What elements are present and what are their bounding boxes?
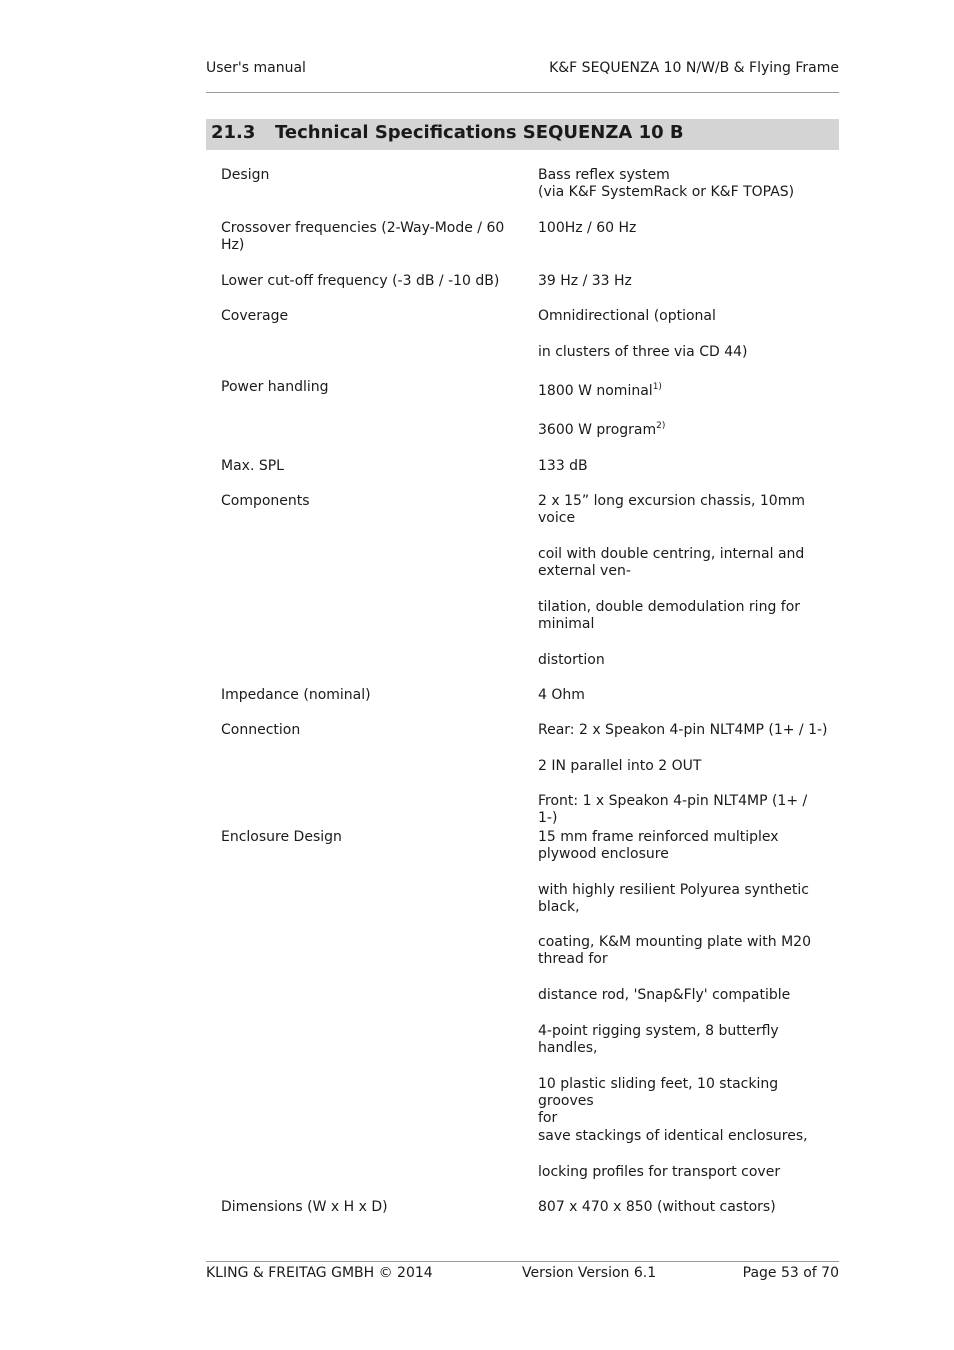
spec-label-power: Power handling: [221, 379, 329, 395]
spec-value-line: with highly resilient Polyurea synthetic: [538, 882, 809, 898]
spec-value-enclosure-6: [538, 1076, 830, 1127]
spec-label-design: Design: [221, 167, 270, 183]
header-left: User's manual: [206, 60, 306, 76]
spec-label-coverage: Coverage: [221, 308, 289, 324]
spec-value-line: (via K&F SystemRack or K&F TOPAS): [538, 184, 795, 200]
spec-value-line: 4-point rigging system, 8 butterfly: [538, 1023, 779, 1039]
spec-value-connection-1: Rear: 2 x Speakon 4-pin NLT4MP (1+ / 1-): [538, 722, 828, 738]
spec-value-enclosure-1: [538, 829, 830, 863]
footer-copyright: KLING & FREITAG GMBH © 2014: [206, 1265, 433, 1281]
spec-value-impedance: 4 Ohm: [538, 687, 585, 703]
spec-value-line: for: [538, 1110, 558, 1126]
spec-value-components-2: [538, 546, 830, 580]
spec-label-line: Crossover frequencies (2-Way-Mode / 60: [221, 220, 505, 236]
spec-label-connection: Connection: [221, 722, 301, 738]
spec-value-line: 15 mm frame reinforced multiplex: [538, 829, 779, 845]
spec-label-cutoff: Lower cut-off frequency (-3 dB / -10 dB): [221, 273, 500, 289]
spec-label-line: Hz): [221, 237, 245, 253]
spec-label-spl: Max. SPL: [221, 458, 284, 474]
spec-label-enclosure: Enclosure Design: [221, 829, 342, 845]
spec-value-line: external ven-: [538, 563, 631, 579]
spec-value-line: voice: [538, 510, 576, 526]
spec-value-power-program: [538, 422, 830, 439]
spec-value-power-nominal: [538, 383, 830, 400]
spec-label-crossover: [221, 220, 511, 254]
spec-value-dimensions: 807 x 470 x 850 (without castors): [538, 1199, 776, 1215]
page-header: [206, 60, 839, 80]
spec-value-line: minimal: [538, 616, 595, 632]
section-heading: [206, 119, 839, 150]
spec-value-enclosure-2: [538, 882, 830, 916]
spec-value-coverage-1: Omnidirectional (optional: [538, 308, 716, 324]
footnote-marker: 1): [652, 382, 662, 392]
spec-value-components-1: [538, 493, 830, 527]
spec-value-line: plywood enclosure: [538, 846, 669, 862]
spec-value-line: handles,: [538, 1040, 598, 1056]
spec-value-crossover: 100Hz / 60 Hz: [538, 220, 637, 236]
spec-label-components: Components: [221, 493, 310, 509]
footer-page-number: Page 53 of 70: [742, 1265, 839, 1281]
spec-label-impedance: Impedance (nominal): [221, 687, 371, 703]
spec-value-line: tilation, double demodulation ring for: [538, 599, 801, 615]
spec-value-enclosure-5: [538, 1023, 830, 1057]
header-divider: [206, 92, 839, 93]
spec-label-dimensions: Dimensions (W x H x D): [221, 1199, 388, 1215]
footer-divider: [206, 1261, 839, 1262]
spec-value-spl: 133 dB: [538, 458, 588, 474]
spec-value-enclosure-7: save stackings of identical enclosures,: [538, 1128, 808, 1144]
spec-value-line: 10 plastic sliding feet, 10 stacking grooves: [538, 1076, 779, 1109]
power-program-text: 3600 W program: [538, 422, 657, 438]
spec-value-line: coil with double centring, internal and: [538, 546, 805, 562]
spec-value-enclosure-4: distance rod, 'Snap&Fly' compatible: [538, 987, 791, 1003]
spec-value-line: thread for: [538, 951, 608, 967]
spec-value-line: Bass reflex system: [538, 167, 670, 183]
section-title: Technical Specifications SEQUENZA 10 B: [275, 122, 684, 143]
spec-value-enclosure-3: [538, 934, 830, 968]
spec-value-design: [538, 167, 830, 201]
spec-value-cutoff: 39 Hz / 33 Hz: [538, 273, 632, 289]
spec-value-components-3: [538, 599, 830, 633]
spec-value-line: coating, K&M mounting plate with M20: [538, 934, 811, 950]
spec-value-enclosure-8: locking profiles for transport cover: [538, 1164, 781, 1180]
spec-value-line: black,: [538, 899, 580, 915]
spec-value-components-4: distortion: [538, 652, 605, 668]
spec-value-line: 2 x 15” long excursion chassis, 10mm: [538, 493, 805, 509]
spec-value-connection-3: Front: 1 x Speakon 4-pin NLT4MP (1+ / 1-): [538, 793, 808, 826]
footer-version: Version Version 6.1: [522, 1265, 657, 1281]
header-right: K&F SEQUENZA 10 N/W/B & Flying Frame: [549, 60, 839, 76]
footnote-marker: 2): [656, 421, 666, 431]
section-number: 21.3: [211, 122, 256, 143]
spec-value-coverage-2: in clusters of three via CD 44): [538, 344, 748, 360]
power-nominal-text: 1800 W nominal: [538, 383, 653, 399]
spec-value-connection-2: 2 IN parallel into 2 OUT: [538, 758, 702, 774]
